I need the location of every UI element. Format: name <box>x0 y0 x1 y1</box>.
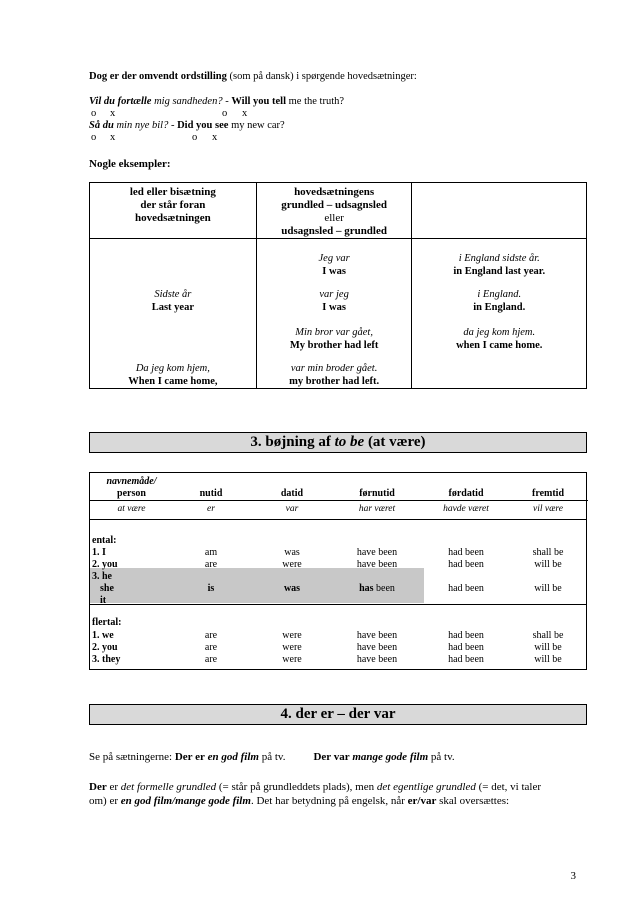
form-fremtid: shall be <box>532 547 564 558</box>
example-en: when I came home. <box>456 340 543 351</box>
p1-text: på tv. <box>258 751 286 763</box>
examples-col-1 <box>90 239 257 389</box>
conj-da-5: vil være <box>533 504 563 514</box>
examples-header-1 <box>90 183 257 239</box>
person-label: 2. you <box>92 559 118 570</box>
p2-text: er <box>106 781 121 793</box>
p3-text: om) er <box>89 795 121 807</box>
form-fordatid: had been <box>448 642 484 653</box>
examples-header-2 <box>256 183 412 239</box>
example-da: var jeg <box>319 289 349 300</box>
paragraph-2-line-1 <box>89 781 541 793</box>
ox-marker-o: o <box>91 108 97 119</box>
conj-head-fordatid: førdatid <box>448 488 484 499</box>
p1-bold-italic: en god film <box>204 751 259 763</box>
person-label: it <box>100 595 107 606</box>
form-fornutid: have been <box>356 642 398 653</box>
header-line: hovedsætningen <box>134 212 211 224</box>
example-en: in England last year. <box>453 266 546 277</box>
header-line: led eller bisætning <box>129 186 216 198</box>
person-label: 1. I <box>92 547 106 558</box>
form-nutid: are <box>204 654 218 665</box>
form-fornutid <box>330 583 424 595</box>
form-has: has <box>359 583 374 594</box>
example-da: Min bror var gået, <box>295 327 373 338</box>
conj-head-fremtid: fremtid <box>531 488 565 499</box>
form-datid: were <box>282 630 302 641</box>
person-label: 3. he <box>92 571 112 582</box>
section-3-suffix: (at være) <box>364 434 426 450</box>
form-nutid: is <box>207 583 215 594</box>
ox-marker-x: x <box>110 132 116 143</box>
form-fremtid: will be <box>534 583 562 594</box>
conj-head-first-2: person <box>117 488 146 499</box>
form-nutid: are <box>204 642 218 653</box>
p1-text: på tv. <box>428 751 455 763</box>
ex1-da-a: Vil du <box>89 96 115 107</box>
conj-flertal-section <box>90 605 587 670</box>
p1-bold-italic: mange gode film <box>349 751 429 763</box>
example-sentence-1 <box>89 96 344 108</box>
form-fornutid: have been <box>356 547 398 558</box>
ox-marker-o: o <box>192 132 198 143</box>
form-datid: were <box>282 654 302 665</box>
ex1-sep: - <box>222 96 232 107</box>
conj-da-2: var <box>285 504 299 514</box>
header-line: udsagnsled – grundled <box>281 225 387 237</box>
examples-col-3 <box>412 239 587 389</box>
intro-bold: Dog er der omvendt ordstilling <box>89 71 227 82</box>
person-label: 2. you <box>92 642 118 653</box>
section-4-heading: 4. der er – der var <box>89 704 587 725</box>
p1-bold: Der var <box>313 751 350 763</box>
ox-marker-o: o <box>91 132 97 143</box>
example-da: var min broder gået. <box>290 363 378 374</box>
intro-rest: (som på dansk) i spørgende hovedsætninger: <box>226 71 417 82</box>
form-nutid: am <box>204 547 218 558</box>
intro-line <box>89 71 417 83</box>
form-fremtid: will be <box>534 654 562 665</box>
p2-italic: det egentlige grundled <box>376 781 476 793</box>
ental-label: ental: <box>92 535 117 546</box>
conj-da-1: er <box>207 504 215 514</box>
form-fordatid: had been <box>448 654 484 665</box>
person-label: 1. we <box>92 630 114 641</box>
ex1-en-rest: me the truth? <box>286 96 345 107</box>
p2-bold: Der <box>89 781 107 793</box>
form-nutid: are <box>204 559 218 570</box>
form-datid: was <box>284 547 300 558</box>
form-fordatid: had been <box>448 630 484 641</box>
header-line: der står foran <box>140 199 206 211</box>
example-da: Da jeg kom hjem, <box>135 363 210 374</box>
ex1-da-c: mig sandheden? <box>151 96 223 107</box>
section-3-prefix: 3. bøjning af <box>250 434 335 450</box>
ex2-en-bold: Did you see <box>177 120 229 131</box>
example-en: When I came home, <box>128 376 218 387</box>
form-fremtid: will be <box>534 559 562 570</box>
ex2-sep: - <box>168 120 178 131</box>
form-fordatid: had been <box>448 547 484 558</box>
p1-bold: Der er <box>174 751 205 763</box>
examples-col-2 <box>256 239 412 389</box>
conj-head-fornutid: førnutid <box>359 488 395 499</box>
header-line: eller <box>324 212 344 224</box>
conj-ental-section <box>90 520 587 605</box>
example-en: I was <box>322 302 346 313</box>
ex2-en-rest: my new car? <box>228 120 285 131</box>
header-line: hovedsætningens <box>294 186 375 198</box>
form-nutid: are <box>204 630 218 641</box>
ox-marker-x: x <box>110 108 116 119</box>
p2-italic: det formelle grundled <box>120 781 217 793</box>
conj-head-first-1: navnemåde/ <box>106 476 157 487</box>
form-fornutid: have been <box>356 559 398 570</box>
p3-bold-italic: en god film/mange gode film <box>120 795 251 807</box>
paragraph-1 <box>89 751 455 763</box>
header-line: grundled – udsagnsled <box>281 199 387 211</box>
flertal-label: flertal: <box>92 617 122 628</box>
ox-marker-x: x <box>242 108 248 119</box>
example-sentence-2 <box>89 120 285 132</box>
conj-head-nutid: nutid <box>199 488 223 499</box>
form-datid: were <box>282 559 302 570</box>
form-been: been <box>373 583 395 594</box>
p2-text: (= det, vi taler <box>475 781 542 793</box>
form-fornutid: have been <box>356 630 398 641</box>
section-3-heading <box>89 432 587 453</box>
conj-header-row <box>90 473 587 520</box>
form-fordatid: had been <box>448 559 484 570</box>
example-da: Sidste år <box>154 289 192 300</box>
p2-text: (= står på grundleddets plads), men <box>216 781 377 793</box>
example-da: da jeg kom hjem. <box>463 327 536 338</box>
examples-heading: Nogle eksempler: <box>89 158 171 170</box>
section-3-italic: to be <box>334 434 365 450</box>
paragraph-2-line-2 <box>89 795 509 807</box>
example-en: I was <box>322 266 346 277</box>
page-number: 3 <box>570 870 576 882</box>
example-da: i England. <box>477 289 522 300</box>
example-en: my brother had left. <box>289 376 380 387</box>
example-da: Jeg var <box>318 253 350 264</box>
ex2-da-a: Så du <box>89 120 114 131</box>
p3-text: . Det har betydning på engelsk, når <box>250 795 408 807</box>
example-en: in England. <box>473 302 526 313</box>
conj-da-0: at være <box>117 504 146 514</box>
ex2-da-c: min nye bil? <box>113 120 169 131</box>
person-label: 3. they <box>92 654 121 665</box>
conj-head-datid: datid <box>280 488 304 499</box>
example-en: Last year <box>151 302 194 313</box>
form-fremtid: will be <box>534 642 562 653</box>
example-en: My brother had left <box>289 340 379 351</box>
conj-da-3: har været <box>358 504 396 514</box>
form-datid: was <box>283 583 301 594</box>
examples-table <box>89 182 587 389</box>
ex1-en-bold: Will you tell <box>231 96 287 107</box>
person-label: she <box>100 583 114 594</box>
ox-marker-x: x <box>212 132 218 143</box>
form-datid: were <box>282 642 302 653</box>
conjugation-table <box>89 472 587 670</box>
p1-text: Se på sætningerne: <box>89 751 175 763</box>
form-fornutid: have been <box>356 654 398 665</box>
example-da: i England sidste år. <box>458 253 540 264</box>
p3-bold: er/var <box>407 795 437 807</box>
examples-header-3 <box>412 183 587 239</box>
ox-marker-o: o <box>222 108 228 119</box>
form-fordatid: had been <box>448 583 484 594</box>
ex1-da-b: fortælle <box>114 96 152 107</box>
conj-da-4: havde været <box>443 504 489 514</box>
p3-text: skal oversættes: <box>436 795 510 807</box>
form-fremtid: shall be <box>532 630 564 641</box>
